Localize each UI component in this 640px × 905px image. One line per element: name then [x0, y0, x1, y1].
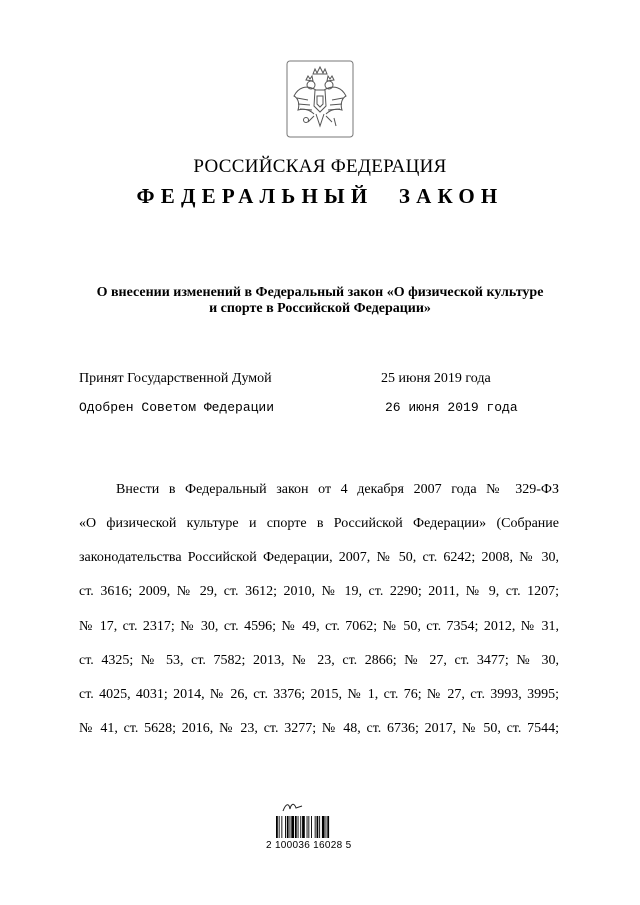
body-text-line: № 41, ст. 5628; 2016, № 23, ст. 3277; № 48, ст. 6736; 2017, № 50, ст. 7544;: [79, 721, 559, 736]
duma-adoption-label: Принят Государственной Думой: [79, 371, 272, 386]
body-text-line: ст. 4025, 4031; 2014, № 26, ст. 3376; 2015, № 1, ст. 76; № 27, ст. 3993, 3995;: [79, 687, 559, 702]
document-type: ФЕДЕРАЛЬНЫЙ ЗАКОН: [136, 184, 504, 208]
country-name: РОССИЙСКАЯ ФЕДЕРАЦИЯ: [193, 156, 447, 177]
body-text-line: ст. 4325; № 53, ст. 7582; 2013, № 23, ст. 2866; № 27, ст. 3477; № 30,: [79, 653, 559, 668]
council-approval-label: Одобрен Советом Федерации: [79, 400, 275, 415]
body-text-line: Внести в Федеральный закон от 4 декабря 2007 года № 329-ФЗ: [116, 482, 559, 497]
council-approval-date: 26 июня 2019 года: [385, 400, 518, 415]
coat-of-arms-icon: [286, 60, 354, 138]
barcode-number: 2 100036 16028 5: [266, 840, 352, 851]
law-title-line: О внесении изменений в Федеральный закон «О физической культуре: [96, 285, 544, 300]
duma-adoption-date: 25 июня 2019 года: [381, 371, 491, 386]
barcode-icon: [270, 800, 370, 860]
law-title-line: и спорте в Российской Федерации»: [209, 301, 431, 316]
law-title: [70, 285, 570, 317]
body-text-line: № 17, ст. 2317; № 30, ст. 4596; № 49, ст. 7062; № 50, ст. 7354; 2012, № 31,: [79, 619, 559, 634]
body-text-line: законодательства Российской Федерации, 2007, № 50, ст. 6242; 2008, № 30,: [79, 550, 559, 565]
body-text-line: ст. 3616; 2009, № 29, ст. 3612; 2010, № 19, ст. 2290; 2011, № 9, ст. 1207;: [79, 584, 559, 599]
body-text-line: «О физической культуре и спорте в Российской Федерации» (Собрание: [79, 516, 559, 531]
